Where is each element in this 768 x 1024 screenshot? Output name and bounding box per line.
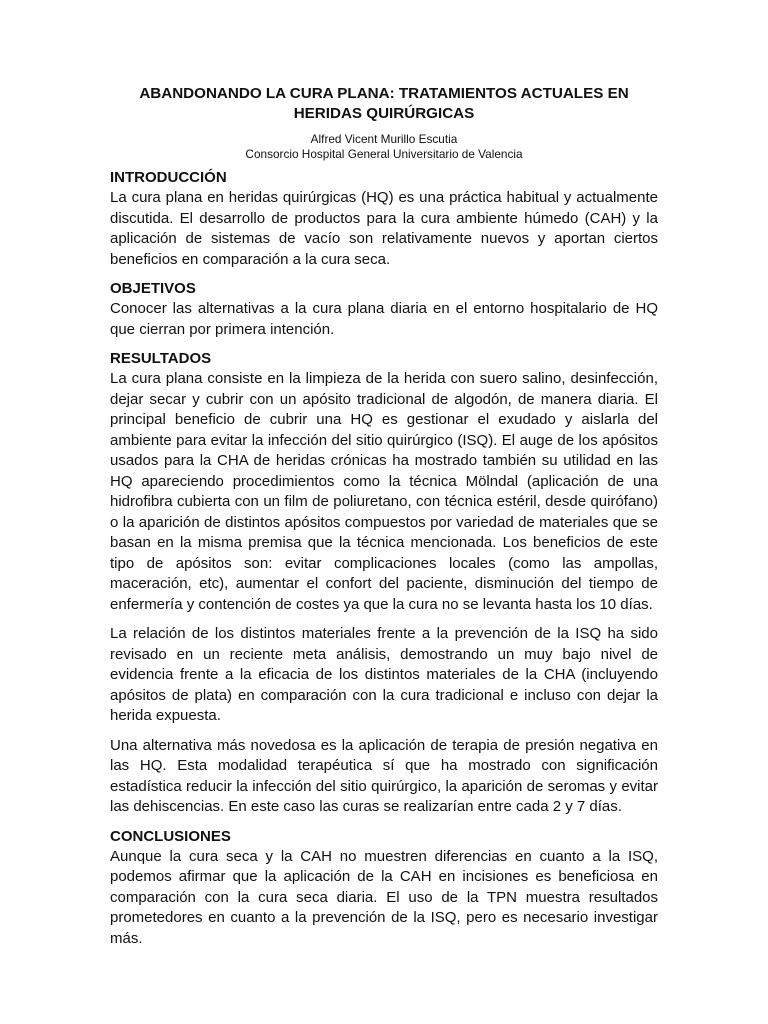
document-title: ABANDONANDO LA CURA PLANA: TRATAMIENTOS ACTUALES EN HERIDAS QUIRÚRGICAS	[139, 85, 629, 122]
section-heading-objetivos: OBJETIVOS	[110, 280, 196, 297]
paragraph-objetivos: Conocer las alternativas a la cura plana diaria en el entorno hospitalario de HQ que cierran por primera intención.	[110, 300, 658, 338]
section-heading-resultados: RESULTADOS	[110, 350, 212, 367]
section-heading-conclusiones: CONCLUSIONES	[110, 827, 231, 845]
author-name: Alfred Vicent Murillo Escutia	[310, 132, 458, 146]
author-block	[110, 132, 658, 162]
paragraph-introduccion: La cura plana en heridas quirúrgicas (HQ) es una práctica habitual y actualmente discutida. El desarrollo de productos para la cura ambiente húmedo (CAH) y la aplicación de sistemas de vacío son relativamente nuevos y aportan ciertos beneficios en comparación a la cura seca.	[110, 189, 658, 268]
paragraph-resultados-1: La cura plana consiste en la limpieza de la herida con suero salino, desinfección, dejar secar y cubrir con un apósito tradicional de algodón, de manera diaria. El principal beneficio de cubrir una HQ es gestionar el exudado y aislarla del ambiente para evitar la infección del sitio quirúrgico (ISQ). El auge de los apósitos usados para la CHA de heridas crónicas ha mostrado también su utilidad en las HQ apareciendo procedimientos como la técnica Mölndal (aplicación de una hidrofibra cubierta con un film de poliuretano, con técnica estéril, desde quirófano) o la aparición de distintos apósitos compuestos por variedad de materiales que se basan en la misma premisa que la técnica mencionada. Los beneficios de este tipo de apósitos son: evitar complicaciones locales (como las ampollas, maceración, etc), aumentar el confort del paciente, disminución del tiempo de enfermería y contención de costes ya que la cura no se levanta hasta los 10 días.	[110, 370, 658, 613]
document-page	[110, 84, 658, 949]
author-affiliation: Consorcio Hospital General Universitario de Valencia	[245, 147, 523, 161]
paragraph-conclusiones: Aunque la cura seca y la CAH no muestren diferencias en cuanto a la ISQ, podemos afirmar que la aplicación de la CAH en incisiones es beneficiosa en comparación con la cura seca diaria. El uso de la TPN muestra resultados prometedores en cuanto a la prevención de la ISQ, pero es necesario investigar más.	[110, 847, 658, 947]
section-heading-introduccion: INTRODUCCIÓN	[110, 169, 227, 186]
paragraph-resultados-3: Una alternativa más novedosa es la aplicación de terapia de presión negativa en las HQ. Esta modalidad terapéutica sí que ha mostrado con significación estadística reducir la infección del sitio quirúrgico, la aparición de seromas y evitar las dehiscencias. En este caso las curas se realizarían entre cada 2 y 7 días.	[110, 736, 658, 815]
paragraph-resultados-2: La relación de los distintos materiales frente a la prevención de la ISQ ha sido revisado en un reciente meta análisis, demostrando un muy bajo nivel de evidencia frente a la eficacia de los distintos materiales de la CHA (incluyendo apósitos de plata) en comparación con la cura tradicional e incluso con dejar la herida expuesta.	[110, 625, 658, 724]
